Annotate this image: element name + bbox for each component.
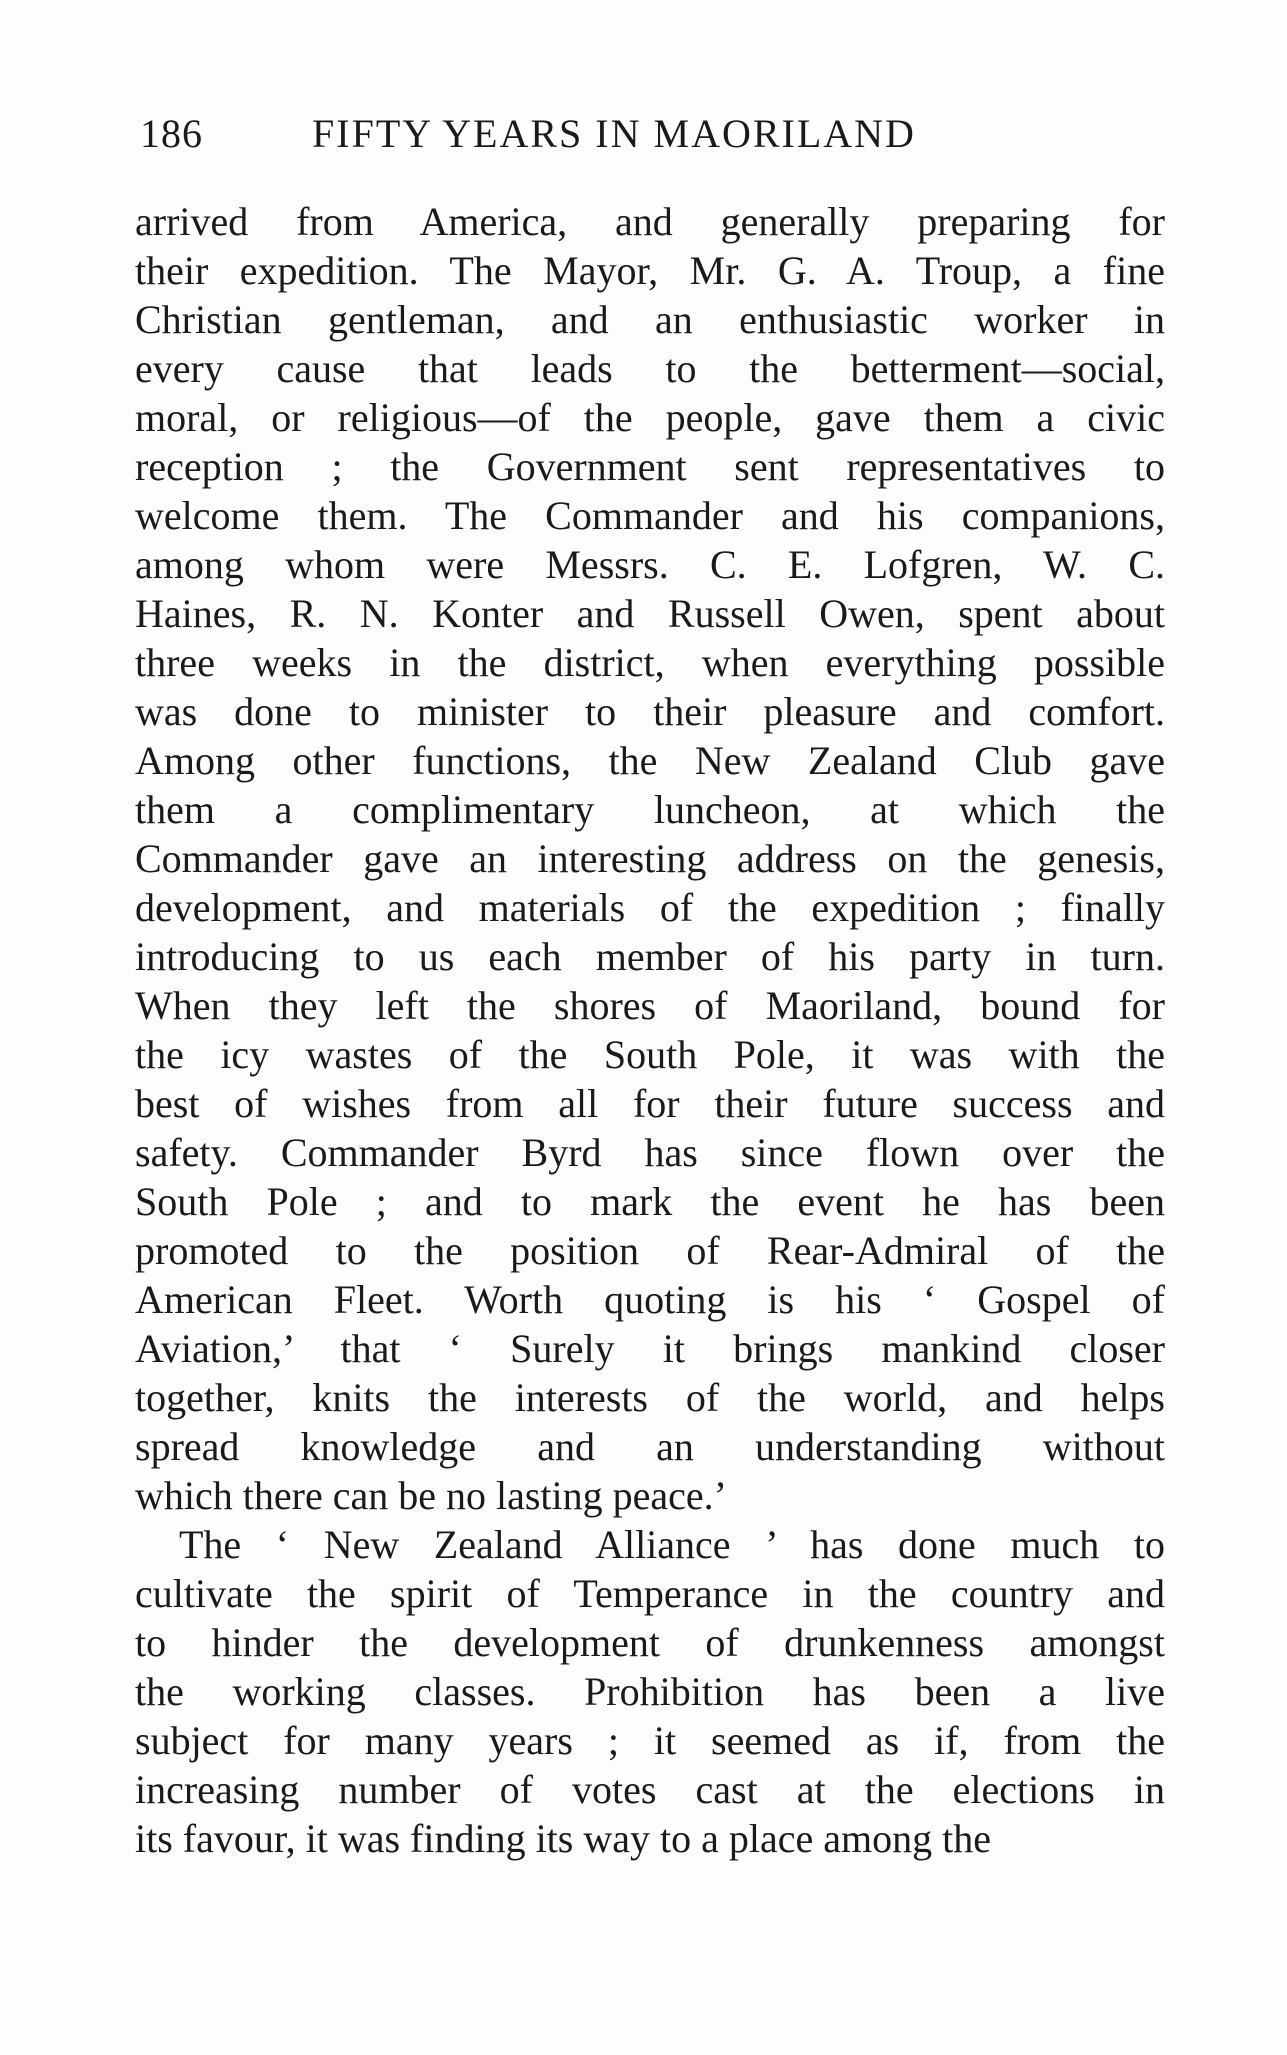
text-line: increasing number of votes cast at the elections in <box>135 1767 1165 1812</box>
text-line: together, knits the interests of the world, and helps <box>135 1375 1165 1420</box>
text-line: welcome them. The Commander and his companions, <box>135 493 1165 538</box>
text-line: development, and materials of the expedition ; finally <box>135 885 1165 930</box>
paragraph <box>135 197 1165 1520</box>
text-line: subject for many years ; it seemed as if, from the <box>135 1718 1165 1763</box>
text-line: Among other functions, the New Zealand Club gave <box>135 738 1165 783</box>
text-line: which there can be no lasting peace.’ <box>135 1473 727 1518</box>
text-line: three weeks in the district, when everything possible <box>135 640 1165 685</box>
text-line: Haines, R. N. Konter and Russell Owen, spent about <box>135 591 1165 636</box>
paragraph <box>135 1520 1165 1863</box>
text-line: When they left the shores of Maoriland, bound for <box>135 983 1165 1028</box>
text-line: the icy wastes of the South Pole, it was with the <box>135 1032 1165 1077</box>
text-line: American Fleet. Worth quoting is his ‘ Gospel of <box>135 1277 1165 1322</box>
body-text <box>135 197 1165 1863</box>
text-line: cultivate the spirit of Temperance in the country and <box>135 1571 1165 1616</box>
text-line: safety. Commander Byrd has since flown over the <box>135 1130 1165 1175</box>
text-line: its favour, it was finding its way to a place among the <box>135 1816 991 1861</box>
text-line: best of wishes from all for their future success and <box>135 1081 1165 1126</box>
text-line: The ‘ New Zealand Alliance ’ has done much to <box>179 1522 1165 1567</box>
text-line: to hinder the development of drunkenness amongst <box>135 1620 1165 1665</box>
text-line: every cause that leads to the betterment—social, <box>135 346 1165 391</box>
text-line: arrived from America, and generally preparing for <box>135 199 1165 244</box>
text-line: was done to minister to their pleasure and comfort. <box>135 689 1165 734</box>
running-title: FIFTY YEARS IN MAORILAND <box>312 111 916 156</box>
text-line: them a complimentary luncheon, at which the <box>135 787 1165 832</box>
paragraphs <box>135 197 1165 1863</box>
text-line: the working classes. Prohibition has been a live <box>135 1669 1165 1714</box>
text-line: Christian gentleman, and an enthusiastic worker in <box>135 297 1165 342</box>
text-line: Aviation,’ that ‘ Surely it brings mankind closer <box>135 1326 1165 1371</box>
running-header <box>140 108 1160 160</box>
text-line: moral, or religious—of the people, gave them a civic <box>135 395 1165 440</box>
text-line: introducing to us each member of his party in turn. <box>135 934 1165 979</box>
text-line: promoted to the position of Rear-Admiral of the <box>135 1228 1165 1273</box>
text-line: among whom were Messrs. C. E. Lofgren, W. C. <box>135 542 1165 587</box>
text-line: reception ; the Government sent representatives to <box>135 444 1165 489</box>
text-line: spread knowledge and an understanding without <box>135 1424 1165 1469</box>
text-line: Commander gave an interesting address on the genesis, <box>135 836 1165 881</box>
page-number: 186 <box>140 111 203 156</box>
text-line: South Pole ; and to mark the event he has been <box>135 1179 1165 1224</box>
text-line: their expedition. The Mayor, Mr. G. A. Troup, a fine <box>135 248 1165 293</box>
